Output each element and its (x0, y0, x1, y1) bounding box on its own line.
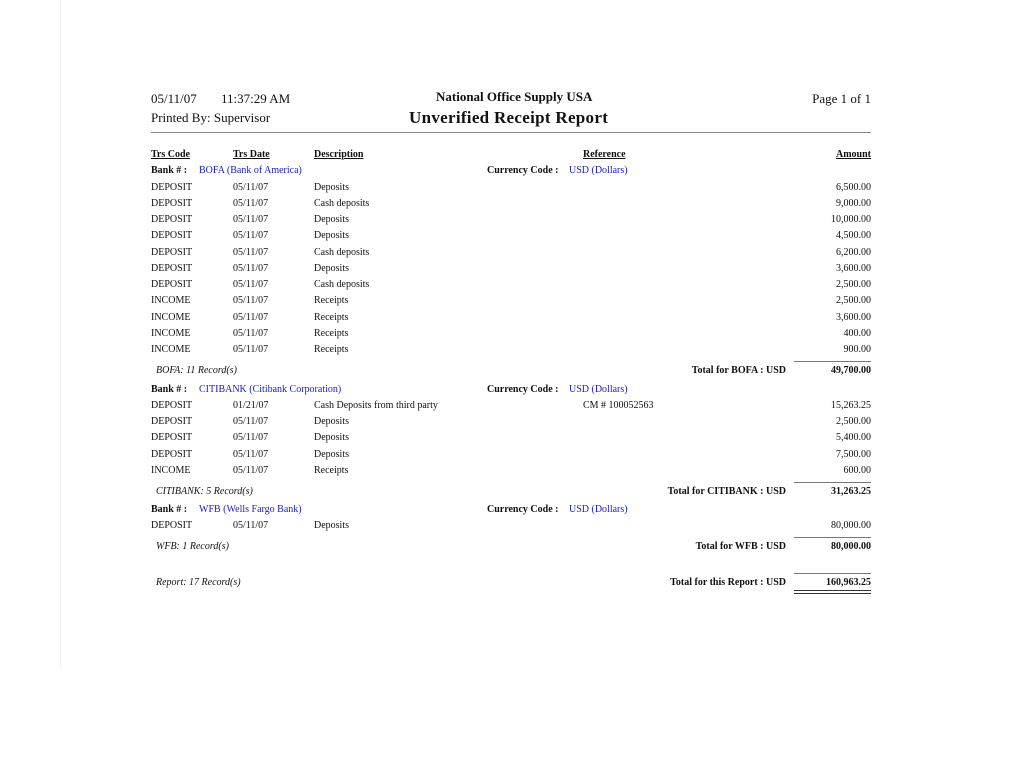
trs-date: 05/11/07 (233, 263, 269, 274)
amount: 600.00 (843, 465, 871, 476)
table-row (151, 326, 871, 342)
col-amount: Amount (835, 149, 871, 160)
bank-subtotal-row (151, 539, 871, 555)
description: Cash deposits (314, 247, 370, 258)
trs-code: DEPOSIT (151, 279, 193, 290)
description: Deposits (314, 520, 349, 531)
amount: 400.00 (843, 328, 871, 339)
amount: 6,500.00 (836, 182, 871, 193)
trs-date: 05/11/07 (233, 344, 269, 355)
bank-name: WFB (Wells Fargo Bank) (199, 504, 302, 515)
trs-code: INCOME (151, 344, 191, 355)
page-frame-edge (60, 0, 61, 670)
table-row (151, 447, 871, 463)
trs-code: DEPOSIT (151, 198, 193, 209)
subtotal-label: Total for CITIBANK : USD (667, 486, 786, 497)
record-count: WFB: 1 Record(s) (156, 541, 229, 552)
report-record-count: Report: 17 Record(s) (156, 577, 241, 588)
col-trs-date: Trs Date (233, 149, 270, 160)
col-description: Description (314, 149, 364, 160)
description: Deposits (314, 182, 349, 193)
table-row (151, 228, 871, 244)
trs-code: DEPOSIT (151, 182, 193, 193)
table-row (151, 342, 871, 358)
trs-date: 05/11/07 (233, 520, 269, 531)
print-time: 11:37:29 AM (221, 91, 291, 106)
table-row (151, 261, 871, 277)
trs-date: 01/21/07 (233, 400, 269, 411)
trs-date: 05/11/07 (233, 279, 269, 290)
description: Deposits (314, 416, 349, 427)
print-date: 05/11/07 (151, 91, 197, 106)
amount: 7,500.00 (836, 449, 871, 460)
record-count: BOFA: 11 Record(s) (156, 365, 237, 376)
page-number: Page 1 of 1 (812, 91, 871, 106)
amount: 2,500.00 (836, 416, 871, 427)
report-title: Unverified Receipt Report (409, 108, 609, 127)
description: Cash deposits (314, 198, 370, 209)
amount: 9,000.00 (836, 198, 871, 209)
bank-subtotal-row (151, 363, 871, 379)
trs-date: 05/11/07 (233, 295, 269, 306)
trs-code: INCOME (151, 295, 191, 306)
subtotal-amount: 31,263.25 (831, 486, 871, 497)
bank-name: BOFA (Bank of America) (199, 165, 302, 176)
trs-code: DEPOSIT (151, 230, 193, 241)
table-row (151, 463, 871, 479)
col-trs-code: Trs Code (151, 149, 190, 160)
amount: 10,000.00 (831, 214, 871, 225)
total-double-rule-2 (794, 593, 871, 594)
table-row (151, 310, 871, 326)
currency-value: USD (Dollars) (569, 504, 628, 515)
printed-by: Printed By: Supervisor (151, 110, 271, 125)
report-total-row (151, 575, 871, 591)
subtotal-amount: 49,700.00 (831, 365, 871, 376)
trs-code: INCOME (151, 328, 191, 339)
subtotal-label: Total for WFB : USD (695, 541, 786, 552)
subtotal-label: Total for BOFA : USD (691, 365, 786, 376)
table-row (151, 196, 871, 212)
currency-label: Currency Code : (487, 165, 559, 176)
amount: 6,200.00 (836, 247, 871, 258)
trs-date: 05/11/07 (233, 328, 269, 339)
amount: 2,500.00 (836, 295, 871, 306)
trs-code: DEPOSIT (151, 432, 193, 443)
description: Receipts (314, 328, 349, 339)
bank-name: CITIBANK (Citibank Corporation) (199, 384, 342, 395)
trs-date: 05/11/07 (233, 214, 269, 225)
bank-subtotal-row (151, 484, 871, 500)
trs-code: DEPOSIT (151, 416, 193, 427)
amount: 3,600.00 (836, 312, 871, 323)
amount: 2,500.00 (836, 279, 871, 290)
description: Receipts (314, 295, 349, 306)
description: Deposits (314, 263, 349, 274)
amount: 80,000.00 (831, 520, 871, 531)
subtotal-rule (794, 482, 871, 483)
total-rule-top (794, 573, 871, 574)
trs-date: 05/11/07 (233, 230, 269, 241)
amount: 15,263.25 (831, 400, 871, 411)
trs-code: DEPOSIT (151, 449, 193, 460)
trs-code: DEPOSIT (151, 214, 193, 225)
trs-date: 05/11/07 (233, 416, 269, 427)
table-row (151, 414, 871, 430)
description: Cash Deposits from third party (314, 400, 438, 411)
table-row (151, 277, 871, 293)
bank-header-row (151, 502, 871, 518)
description: Receipts (314, 344, 349, 355)
currency-label: Currency Code : (487, 384, 559, 395)
trs-code: DEPOSIT (151, 247, 193, 258)
trs-code: DEPOSIT (151, 400, 193, 411)
trs-code: INCOME (151, 465, 191, 476)
description: Cash deposits (314, 279, 370, 290)
subtotal-rule (794, 361, 871, 362)
bank-header-row (151, 382, 871, 398)
trs-date: 05/11/07 (233, 182, 269, 193)
amount: 5,400.00 (836, 432, 871, 443)
currency-value: USD (Dollars) (569, 165, 628, 176)
bank-label: Bank # : (151, 504, 188, 515)
table-row (151, 212, 871, 228)
amount: 4,500.00 (836, 230, 871, 241)
subtotal-amount: 80,000.00 (831, 541, 871, 552)
currency-label: Currency Code : (487, 504, 559, 515)
description: Deposits (314, 214, 349, 225)
description: Deposits (314, 230, 349, 241)
description: Receipts (314, 312, 349, 323)
trs-code: INCOME (151, 312, 191, 323)
table-row (151, 518, 871, 534)
report-total-label: Total for this Report : USD (670, 577, 786, 588)
table-row (151, 293, 871, 309)
trs-date: 05/11/07 (233, 198, 269, 209)
bank-label: Bank # : (151, 384, 188, 395)
table-row (151, 430, 871, 446)
description: Deposits (314, 432, 349, 443)
col-reference: Reference (583, 149, 626, 160)
trs-date: 05/11/07 (233, 465, 269, 476)
column-headers (151, 147, 871, 163)
currency-value: USD (Dollars) (569, 384, 628, 395)
table-row (151, 398, 871, 414)
table-row (151, 180, 871, 196)
amount: 900.00 (843, 344, 871, 355)
report-total-amount: 160,963.25 (826, 577, 871, 588)
subtotal-rule (794, 537, 871, 538)
bank-label: Bank # : (151, 165, 188, 176)
amount: 3,600.00 (836, 263, 871, 274)
description: Receipts (314, 465, 349, 476)
trs-code: DEPOSIT (151, 520, 193, 531)
description: Deposits (314, 449, 349, 460)
trs-date: 05/11/07 (233, 247, 269, 258)
table-row (151, 245, 871, 261)
trs-date: 05/11/07 (233, 312, 269, 323)
header-divider (151, 132, 871, 133)
trs-date: 05/11/07 (233, 432, 269, 443)
company-name: National Office Supply USA (436, 89, 593, 104)
bank-header-row (151, 163, 871, 179)
reference: CM # 100052563 (583, 400, 654, 411)
record-count: CITIBANK: 5 Record(s) (156, 486, 253, 497)
trs-date: 05/11/07 (233, 449, 269, 460)
trs-code: DEPOSIT (151, 263, 193, 274)
